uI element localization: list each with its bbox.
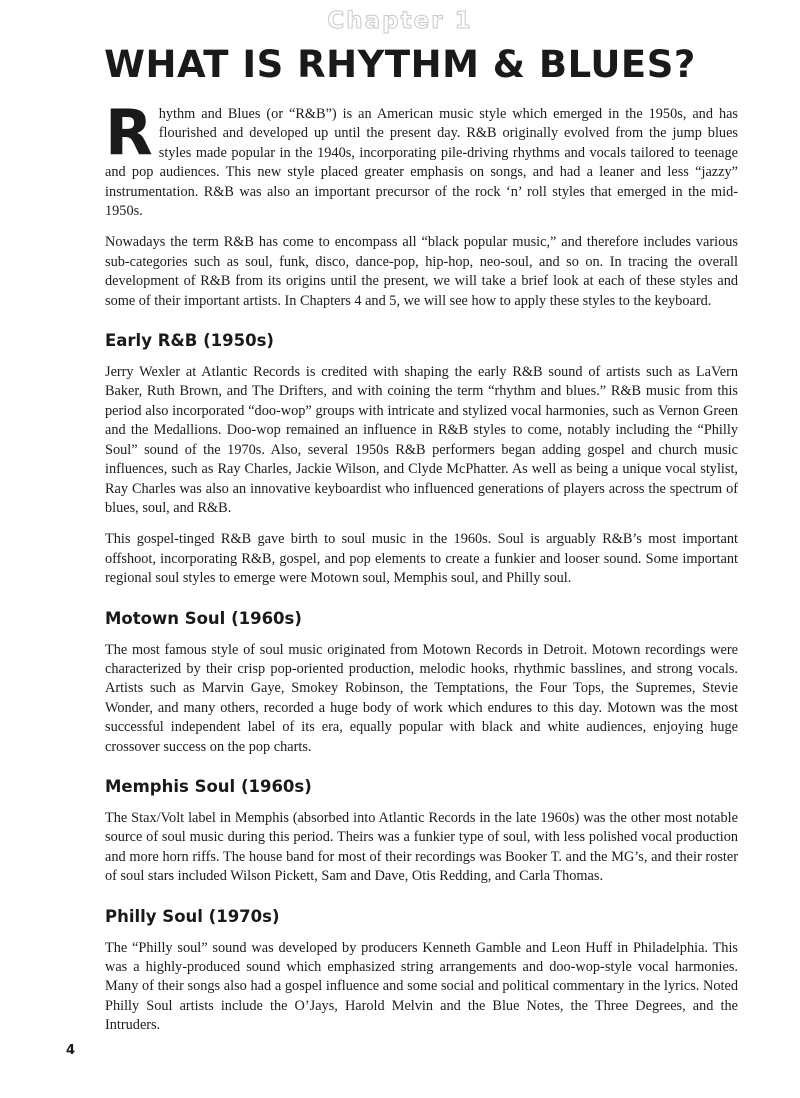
memphis-soul-paragraph: The Stax/Volt label in Memphis (absorbed into Atlantic Records in the late 1960s) was the other most notable source of soul music during this period. Theirs was a funkier type of soul, with less polished vocal production and more horn riffs. The house band for most of their recordings was Booker T. and the MG’s, and their roster of soul stars included Wilson Pickett, Sam and Dave, Otis Redding, and Carla Thomas. [105, 809, 738, 885]
chapter-label: Chapter 1 [327, 8, 473, 34]
page-title: WHAT IS RHYTHM & BLUES? [104, 43, 696, 86]
section-heading-philly-soul: Philly Soul (1970s) [105, 906, 280, 926]
page-number: 4 [66, 1043, 76, 1058]
motown-soul-paragraph: The most famous style of soul music originated from Motown Records in Detroit. Motown recordings were characterized by their crisp pop-oriented production, melodic hooks, rhythmic basslines, and strong vocals. Artists such as Marvin Gaye, Smokey Robinson, the Temptations, the Four Tops, the Supremes, Stevie Wonder, and many others, recorded a huge body of work which endures to this day. Motown was the most successful independent label of its era, equally popular with black and white audiences, enjoying huge crossover success on the pop charts. [105, 641, 738, 755]
section-heading-memphis-soul: Memphis Soul (1960s) [105, 776, 312, 796]
article-body [105, 96, 738, 1048]
philly-soul-paragraph: The “Philly soul” sound was developed by producers Kenneth Gamble and Leon Huff in Philadelphia. This was a highly-produced sound which emphasized string arrangements and doo-wop-style vocal harmonies. Many of their songs also had a gospel influence and some social and political commentary in the lyrics. Noted Philly Soul artists include the O’Jays, Harold Melvin and the Blue Notes, the Three Degrees, and the Intruders. [105, 939, 738, 1034]
intro-paragraph-2: Nowadays the term R&B has come to encompass all “black popular music,” and therefore includes various sub-categories such as soul, funk, disco, dance-pop, hip-hop, neo-soul, and so on. In tracing the overall development of R&B from its origins until the present, we will take a brief look at each of these styles and some of their important artists. In Chapters 4 and 5, we will see how to apply these styles to the keyboard. [105, 234, 738, 309]
section-heading-motown-soul: Motown Soul (1960s) [105, 608, 302, 628]
intro-paragraph-1-text: hythm and Blues (or “R&B”) is an American music style which emerged in the 1950s, and has flourished and developed up until the present day. R&B originally evolved from the jump blues styles made popular in the 1940s, incorporating pile-driving rhythms and vocals tailored to teenage and pop audiences. This new style placed greater emphasis on songs, and had a leaner and less “jazzy” instrumentation. R&B was also an important precursor of the rock ‘n’ roll styles that emerged in the mid-1950s. [105, 106, 738, 220]
early-rnb-paragraph-1: Jerry Wexler at Atlantic Records is credited with shaping the early R&B sound of artists such as LaVern Baker, Ruth Brown, and The Drifters, and with coining the term “rhythm and blues.” R&B music from this period also incorporated “doo-wop” groups with intricate and stylized vocal harmonies, such as Vernon Green and the Medallions. Doo-wop remained an influence in R&B styles to come, notably including the “Philly Soul” sound of the 1970s. Also, several 1950s R&B performers began adding gospel and church music influences, such as Ray Charles, Jackie Wilson, and Clyde McPhatter. As well as being a unique vocal stylist, Ray Charles was also an innovative keyboardist who influenced generations of players across the spectrum of blues, soul, and R&B. [105, 364, 738, 516]
early-rnb-paragraph-2: This gospel-tinged R&B gave birth to soul music in the 1960s. Soul is arguably R&B’s most important offshoot, incorporating R&B, gospel, and pop elements to create a funkier and looser sound. Some important regional soul styles to emerge were Motown soul, Memphis soul, and Philly soul. [105, 531, 738, 587]
intro-paragraph-1 [105, 96, 738, 221]
drop-cap: R [105, 96, 153, 169]
section-heading-early-rnb: Early R&B (1950s) [105, 331, 274, 351]
